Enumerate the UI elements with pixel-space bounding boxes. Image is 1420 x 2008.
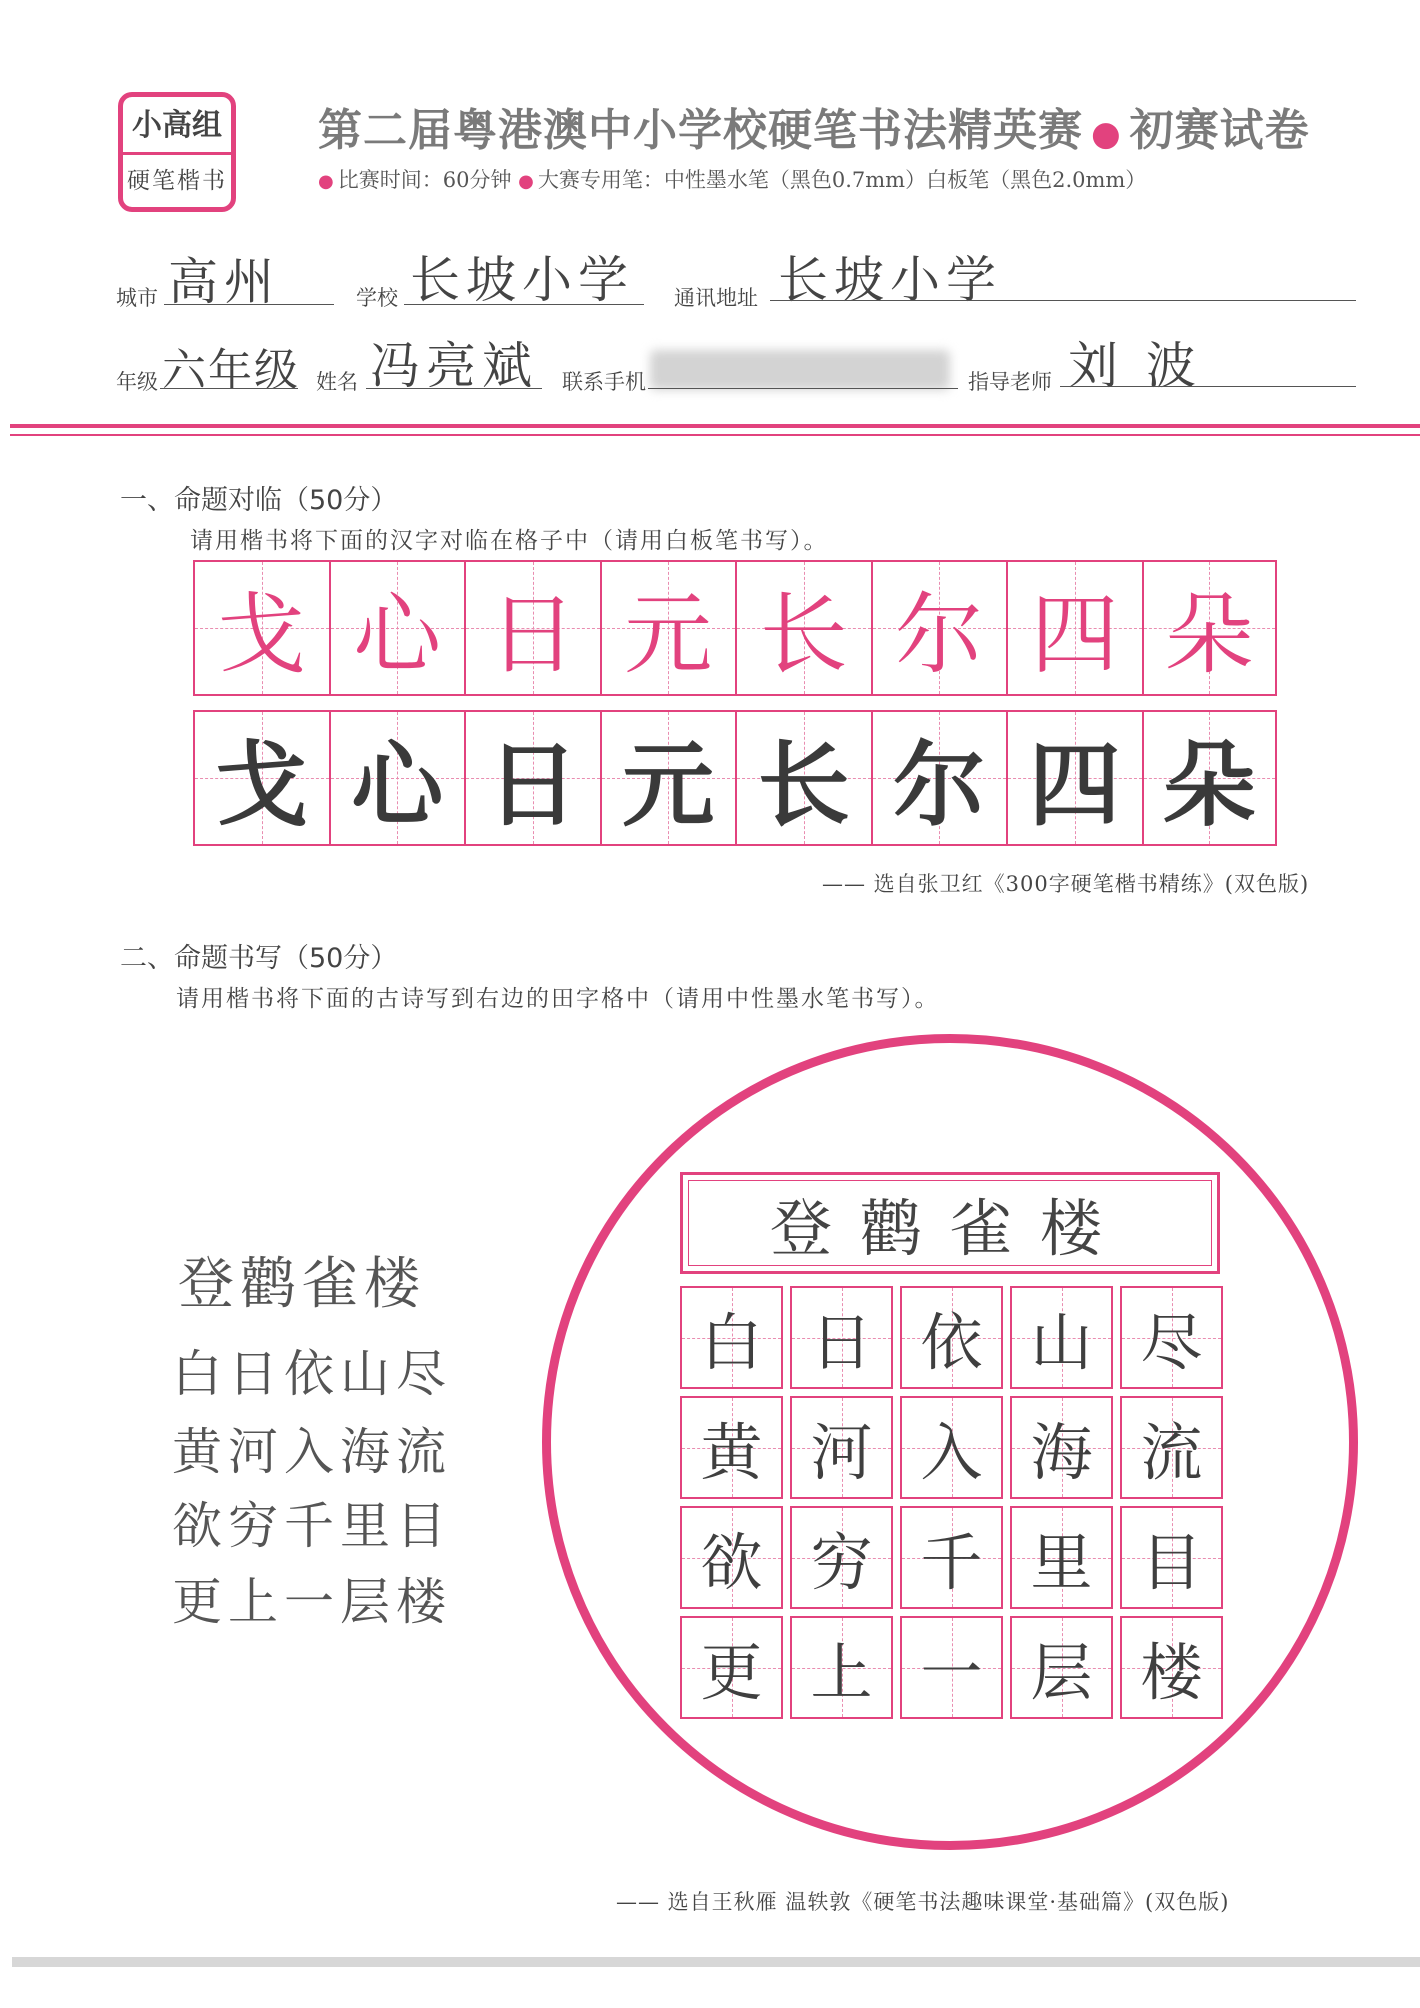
model-char: 日 [488,583,577,686]
tianzige-cell[interactable] [1120,1286,1223,1389]
poem-line: 白日依山尽 [172,1345,452,1403]
copy-cell[interactable] [1006,710,1142,846]
school-label: 学校 [356,286,398,310]
tianzige-cell[interactable] [1120,1616,1223,1719]
tianzige-cell[interactable] [1010,1506,1113,1609]
tianzige-cell[interactable] [1010,1396,1113,1499]
section2-instruction: 请用楷书将下面的古诗写到右边的田字格中（请用中性墨水笔书写）。 [176,986,940,1012]
copy-cell[interactable] [600,710,736,846]
city-underline [164,304,334,305]
copy-cell[interactable] [871,710,1007,846]
grade-label: 年级 [116,370,158,394]
model-cell [1142,560,1278,696]
title-dot-icon: ● [1091,114,1122,154]
written-title-box[interactable] [680,1172,1220,1274]
written-char: 上 [810,1636,873,1709]
tianzige-cell[interactable] [790,1506,893,1609]
exam-info [318,164,1146,194]
poem-line: 黄河入海流 [172,1423,452,1481]
title-main: 第二届粤港澳中小学校硬笔书法精英赛 [318,105,1083,156]
tianzige-cell[interactable] [1120,1506,1223,1609]
written-char: 更 [700,1636,763,1709]
written-char: 里 [1030,1526,1093,1599]
copy-char: 四 [1028,732,1121,839]
name-label: 姓名 [316,370,358,394]
model-char: 元 [624,583,713,686]
written-title: 登鹳雀楼 [769,1191,1130,1265]
copy-cell[interactable] [1142,710,1278,846]
written-char: 目 [1140,1526,1203,1599]
tianzige-cell[interactable] [680,1506,783,1609]
written-char: 楼 [1140,1636,1203,1709]
section1-title: 一、命题对临（50分） [120,485,398,516]
section2-title: 二、命题书写（50分） [120,943,398,974]
written-char: 日 [810,1306,873,1379]
phone-underline [648,388,958,389]
bullet-icon: ● [518,171,534,192]
model-cell [193,560,329,696]
written-char: 层 [1030,1636,1093,1709]
school-value[interactable]: 长坡小学 [410,251,634,309]
poem-title: 登鹳雀楼 [178,1252,426,1317]
copy-cell[interactable] [464,710,600,846]
copy-char: 长 [757,732,850,839]
school-underline [404,304,644,305]
written-char: 一 [920,1636,983,1709]
section1-source: —— 选自张卫红《300字硬笔楷书精练》(双色版) [822,872,1310,896]
model-char: 尔 [895,583,984,686]
badge-group-label: 小高组 [123,97,231,155]
copy-char: 日 [486,732,579,839]
city-value[interactable]: 高州 [168,253,280,311]
address-underline [770,300,1356,301]
redacted-phone [650,350,950,390]
footer-bar [12,1957,1420,1967]
copy-char: 尔 [893,732,986,839]
copy-cell[interactable] [193,710,329,846]
written-char: 穷 [810,1526,873,1599]
grade-value[interactable]: 六年级 [162,345,300,396]
written-char: 依 [920,1306,983,1379]
model-cell [464,560,600,696]
model-cell [329,560,465,696]
exam-time: 比赛时间：60分钟 [337,168,512,192]
copy-cell[interactable] [735,710,871,846]
model-char: 戈 [217,583,306,686]
tianzige-cell[interactable] [900,1506,1003,1609]
address-value[interactable]: 长坡小学 [778,251,1002,309]
name-value[interactable]: 冯亮斌 [370,337,538,395]
written-char: 流 [1140,1416,1203,1489]
model-grid-row [193,560,1277,696]
address-label: 通讯地址 [674,286,758,310]
phone-label: 联系手机 [562,370,646,394]
teacher-label: 指导老师 [968,370,1052,394]
tianzige-cell[interactable] [1010,1616,1113,1719]
city-label: 城市 [116,286,158,310]
written-char: 千 [920,1526,983,1599]
written-char: 尽 [1140,1306,1203,1379]
poem-line: 欲穷千里目 [172,1497,452,1555]
model-cell [871,560,1007,696]
page-title [318,94,1310,158]
written-char: 白 [700,1306,763,1379]
copy-char: 朵 [1163,732,1256,839]
model-char: 心 [353,583,442,686]
tianzige-cell[interactable] [790,1616,893,1719]
model-cell [600,560,736,696]
written-char: 黄 [700,1416,763,1489]
tianzige-cell[interactable] [680,1396,783,1499]
name-underline [366,388,542,389]
tianzige-cell[interactable] [790,1286,893,1389]
section1-instruction: 请用楷书将下面的汉字对临在格子中（请用白板笔书写）。 [190,528,829,554]
written-char: 入 [920,1416,983,1489]
teacher-underline [1060,386,1356,387]
header-divider-thin [10,434,1420,436]
copy-grid-row [193,710,1277,846]
exam-pen: 大赛专用笔：中性墨水笔（黑色0.7mm）白板笔（黑色2.0mm） [537,168,1147,192]
model-cell [1006,560,1142,696]
copy-char: 戈 [215,732,308,839]
tianzige-cell[interactable] [900,1396,1003,1499]
model-cell [735,560,871,696]
title-suffix: 初赛试卷 [1129,105,1310,156]
tianzige-cell[interactable] [1010,1286,1113,1389]
section2-source: —— 选自王秋雁 温轶敦《硬笔书法趣味课堂·基础篇》(双色版) [616,1890,1230,1914]
header-divider [10,424,1420,428]
group-badge [118,92,236,212]
written-char: 河 [810,1416,873,1489]
tianzige-cell[interactable] [900,1286,1003,1389]
copy-char: 心 [351,732,444,839]
written-char: 欲 [700,1526,763,1599]
model-char: 朵 [1165,583,1254,686]
copy-char: 元 [622,732,715,839]
tianzige-cell[interactable] [680,1286,783,1389]
teacher-value[interactable]: 刘 波 [1068,337,1202,395]
tianzige-cell[interactable] [900,1616,1003,1719]
tianzige-cell[interactable] [790,1396,893,1499]
copy-cell[interactable] [329,710,465,846]
tianzige-cell[interactable] [680,1616,783,1719]
badge-style-label: 硬笔楷书 [127,168,227,194]
model-char: 四 [1030,583,1119,686]
written-char: 山 [1030,1306,1093,1379]
grade-underline [160,388,298,389]
poem-line: 更上一层楼 [172,1573,452,1631]
bullet-icon: ● [318,171,334,192]
model-char: 长 [759,583,848,686]
written-char: 海 [1030,1416,1093,1489]
tianzige-cell[interactable] [1120,1396,1223,1499]
